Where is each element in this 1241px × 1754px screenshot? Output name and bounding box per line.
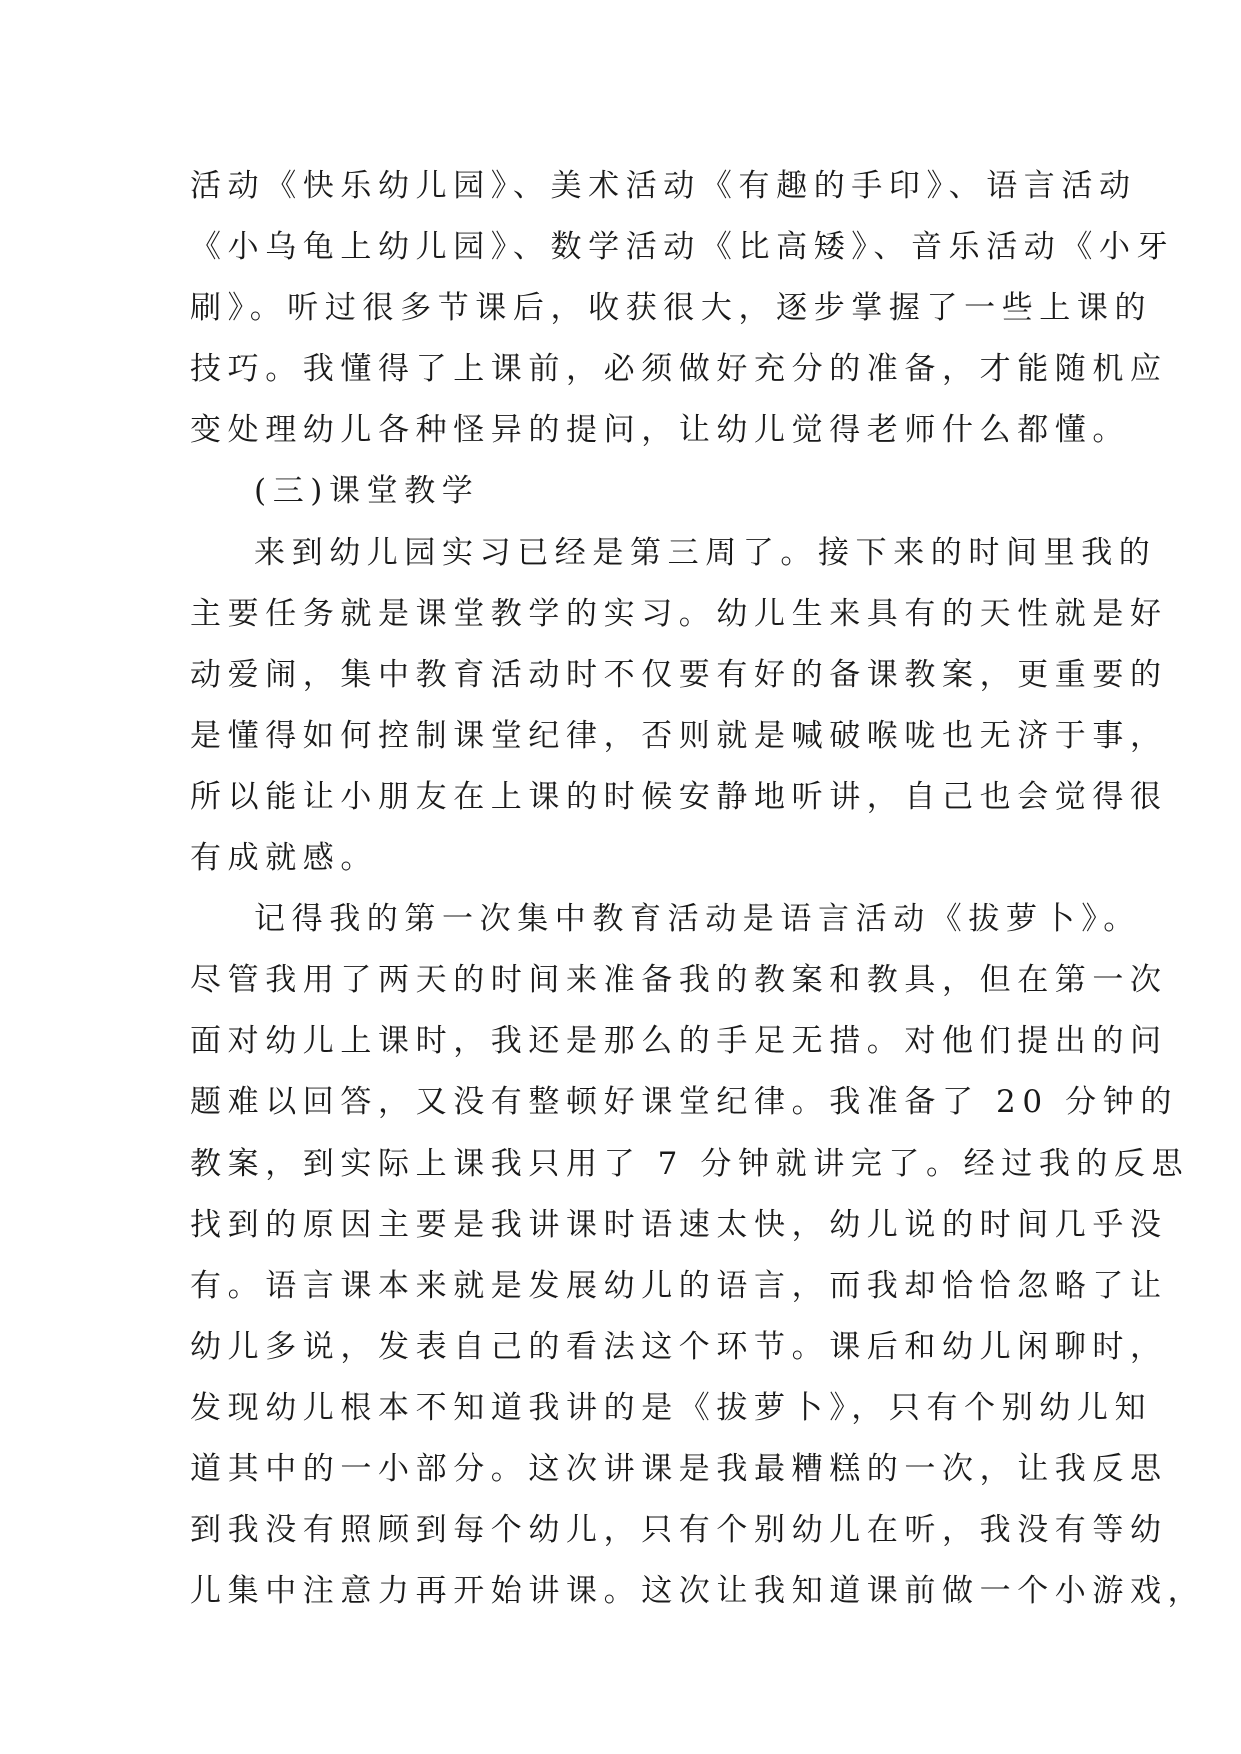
text-line: 有。语言课本来就是发展幼儿的语言，而我却恰恰忽略了让 — [190, 1267, 1168, 1304]
text-line: 活动《快乐幼儿园》、美术活动《有趣的手印》、语言活动 — [190, 168, 1137, 204]
section-heading: (三)课堂教学 — [254, 473, 480, 510]
text-line: 是懂得如何控制课堂纪律，否则就是喊破喉咙也无济于事， — [190, 717, 1168, 754]
text-line: 有成就感。 — [190, 840, 378, 877]
text-line: 《小乌龟上幼儿园》、数学活动《比高矮》、音乐活动《小牙 — [190, 229, 1175, 266]
text-line: 刷》。听过很多节课后，收获很大，逐步掌握了一些上课的 — [190, 290, 1153, 327]
text-line: 发现幼儿根本不知道我讲的是《拔萝卜》，只有个别幼儿知 — [190, 1389, 1153, 1426]
text-line: 技巧。我懂得了上课前，必须做好充分的准备，才能随机应 — [190, 351, 1168, 388]
text-line: 题难以回答，又没有整顿好课堂纪律。我准备了 20 分钟的 — [190, 1084, 1178, 1121]
text-line: 找到的原因主要是我讲课时语速太快，幼儿说的时间几乎没 — [190, 1206, 1168, 1243]
text-line: 主要任务就是课堂教学的实习。幼儿生来具有的天性就是好 — [190, 595, 1168, 632]
text-line: 面对幼儿上课时，我还是那么的手足无措。对他们提出的问 — [190, 1023, 1168, 1060]
text-line: 教案，到实际上课我只用了 7 分钟就讲完了。经过我的反思 — [190, 1145, 1190, 1182]
text-line: 尽管我用了两天的时间来准备我的教案和教具，但在第一次 — [190, 962, 1168, 999]
text-line: 道其中的一小部分。这次讲课是我最糟糕的一次，让我反思 — [190, 1450, 1168, 1487]
text-line: 到我没有照顾到每个幼儿，只有个别幼儿在听，我没有等幼 — [190, 1512, 1168, 1549]
text-line: 动爱闹，集中教育活动时不仅要有好的备课教案，更重要的 — [190, 656, 1168, 693]
text-line: 变处理幼儿各种怪异的提问，让幼儿觉得老师什么都懂。 — [190, 412, 1130, 449]
paragraph-start-line: 记得我的第一次集中教育活动是语言活动《拔萝卜》。 — [254, 901, 1141, 938]
body-text — [190, 156, 1206, 1622]
paragraph-start-line: 来到幼儿园实习已经是第三周了。接下来的时间里我的 — [254, 534, 1157, 571]
text-line: 儿集中注意力再开始讲课。这次让我知道课前做一个小游戏， — [190, 1573, 1206, 1610]
text-line: 幼儿多说，发表自己的看法这个环节。课后和幼儿闲聊时， — [190, 1328, 1168, 1365]
text-line: 所以能让小朋友在上课的时候安静地听讲，自己也会觉得很 — [190, 778, 1168, 815]
